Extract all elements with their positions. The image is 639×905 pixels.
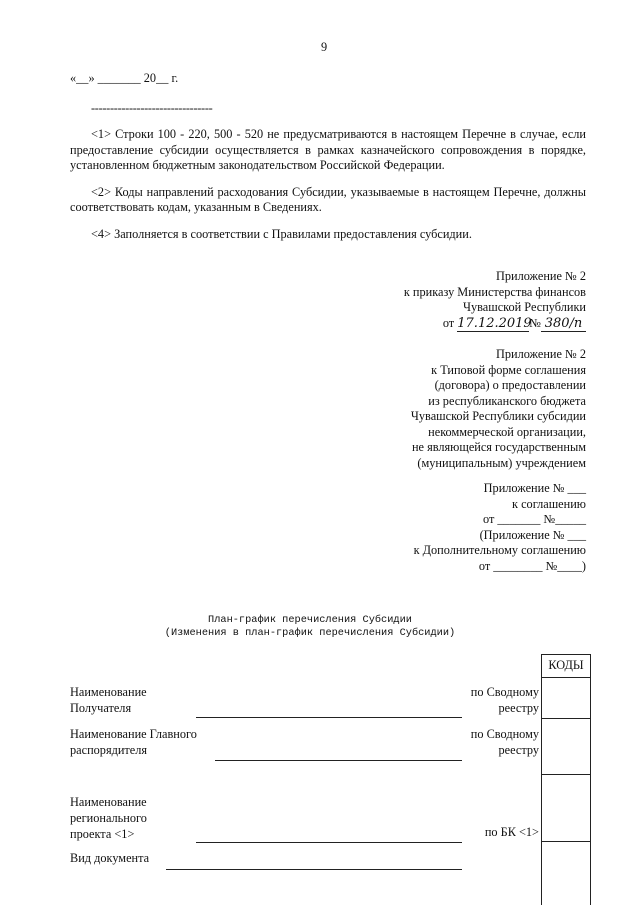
order-number-field bbox=[541, 316, 586, 333]
agreement-line-6: от ________ №____) bbox=[478, 558, 586, 573]
recipient-label-1: Наименование bbox=[70, 685, 147, 699]
project-label-1: Наименование bbox=[70, 795, 147, 809]
typical-form-appendix-block bbox=[411, 347, 586, 471]
manager-code-label-1: по Сводному bbox=[470, 727, 539, 741]
handwritten-date: 17.12.2019 bbox=[457, 315, 532, 331]
recipient-label-2: Получателя bbox=[70, 701, 132, 715]
agreement-line-2: к соглашению bbox=[512, 496, 586, 511]
typical-form-line-6: некоммерческой организации, bbox=[428, 424, 586, 439]
recipient-code-label-2: реестру bbox=[498, 701, 539, 715]
order-date-prefix: от bbox=[442, 315, 455, 330]
codes-header: КОДЫ bbox=[548, 658, 584, 672]
agreement-line-3: от _______ №_____ bbox=[482, 512, 586, 526]
footnote-2: <2> Коды направлений расходования Субсидии, указываемые в настоящем Перечне, должны соответствовать кодам, указанным в Сведениях. bbox=[70, 184, 586, 214]
agreement-appendix-block bbox=[414, 481, 586, 574]
typical-form-line-7: не являющейся государственным bbox=[411, 440, 586, 454]
order-line-3: Чувашской Республики bbox=[462, 300, 586, 314]
agreement-line-4: (Приложение № ___ bbox=[479, 527, 586, 542]
footnotes bbox=[70, 127, 586, 242]
typical-form-line-1: Приложение № 2 bbox=[495, 347, 586, 361]
form-title-line-1: План-график перечисления Субсидии bbox=[208, 614, 412, 626]
typical-form-line-2: к Типовой форме соглашения bbox=[431, 362, 586, 377]
agreement-line-1: Приложение № ___ bbox=[483, 481, 586, 495]
order-line-1: Приложение № 2 bbox=[495, 269, 586, 283]
form-title-line-2: (Изменения в план-график перечисления Субсидии) bbox=[164, 627, 456, 639]
order-appendix-block bbox=[404, 269, 586, 332]
order-date-field bbox=[457, 315, 532, 333]
project-label-2: регионального bbox=[70, 811, 147, 825]
manager-code-label-2: реестру bbox=[498, 743, 539, 757]
form-title bbox=[150, 614, 470, 640]
project-code-label: по БК <1> bbox=[484, 825, 539, 839]
typical-form-line-4: из республиканского бюджета bbox=[428, 393, 586, 408]
order-line-2: к приказу Министерства финансов bbox=[403, 284, 586, 299]
order-date-line bbox=[404, 316, 586, 333]
project-label-3: проекта <1> bbox=[70, 827, 135, 841]
agreement-line-5: к Дополнительному соглашению bbox=[413, 543, 586, 557]
date-line: «__» _______ 20__ г. bbox=[70, 71, 179, 85]
manager-label-2: распорядителя bbox=[70, 743, 148, 757]
typical-form-line-8: (муниципальным) учреждением bbox=[417, 455, 586, 470]
handwritten-number: 380/п bbox=[544, 315, 583, 331]
recipient-field-line[interactable] bbox=[196, 717, 462, 718]
typical-form-line-5: Чувашской Республики субсидии bbox=[410, 409, 586, 423]
recipient-code-label-1: по Сводному bbox=[470, 685, 539, 699]
footnote-1: <1> Строки 100 - 220, 500 - 520 не предусматриваются в настоящем Перечне в случае, если предоставление субсидии осуществляется в рамках казначейского сопровождения в порядке, установленном бюджетным законодательством Российской Федерации. bbox=[70, 127, 586, 172]
manager-label-1: Наименование Главного bbox=[70, 727, 197, 741]
doc-type-field-line[interactable] bbox=[166, 869, 462, 870]
page-number: 9 bbox=[321, 40, 328, 54]
footnote-4: <4> Заполняется в соответствии с Правилами предоставления субсидии. bbox=[91, 226, 472, 241]
doc-type-label: Вид документа bbox=[70, 851, 150, 865]
order-number-prefix: № bbox=[529, 315, 541, 330]
typical-form-line-3: (договора) о предоставлении bbox=[434, 378, 586, 392]
footnote-separator: -------------------------------- bbox=[91, 101, 213, 115]
manager-field-line[interactable] bbox=[215, 760, 462, 761]
project-field-line[interactable] bbox=[196, 842, 462, 843]
